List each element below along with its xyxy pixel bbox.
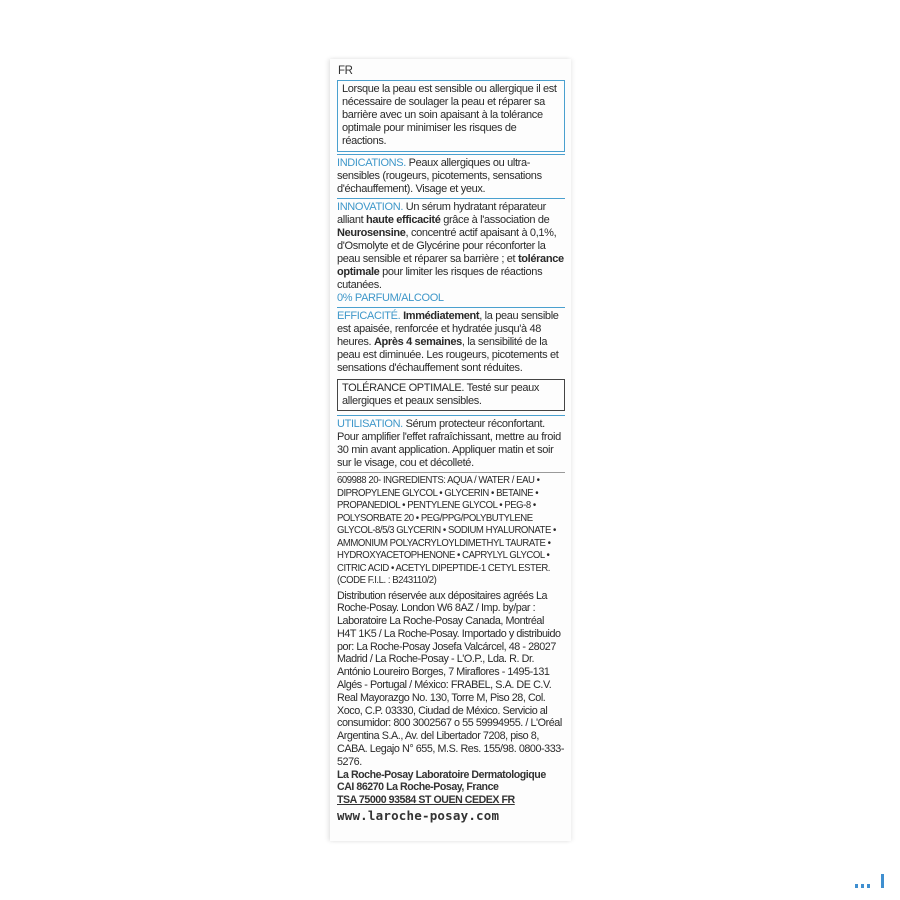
indications-text: Peaux allergiques ou ultra-sensibles (rougeurs, picotements, sensations d'échauffement). Visage et yeux. xyxy=(337,157,542,195)
innovation-section xyxy=(337,201,565,292)
efficacite-section xyxy=(337,310,565,375)
section-divider xyxy=(337,198,565,199)
innovation-bold-2: Neurosensine xyxy=(337,227,406,239)
address-line-2: CAI 86270 La Roche-Posay, France xyxy=(337,781,499,794)
website-url: www.laroche-posay.com xyxy=(337,808,500,824)
efficacite-bold-1: Immédiatement xyxy=(400,310,480,322)
efficacite-text-1: , la peau sensible est apaisée, renforcée et hydratée jusqu'à 48 heures. xyxy=(337,310,559,348)
tolerance-box xyxy=(337,379,565,411)
section-divider xyxy=(337,154,565,155)
innovation-bold-3: tolérance optimale xyxy=(337,253,564,278)
efficacite-heading: EFFICACITÉ. xyxy=(337,310,401,322)
address-line-3: TSA 75000 93584 ST OUEN CEDEX FR xyxy=(337,793,515,806)
indications-heading: INDICATIONS. xyxy=(337,157,406,169)
ingredients-list: 609988 20- INGREDIENTS: AQUA / WATER / EAU • DIPROPYLENE GLYCOL • GLYCERIN • BETAINE • PROPANEDIOL • PENTYLENE GLYCOL • PEG-8 • POLYSORBATE 20 • PEG/PPG/POLYBUTYLENE GLYCOL-8/5/3 GLYCERIN • SODIUM HYALURONATE • AMMONIUM POLYACRYLOYLDIMETHYL TAURATE • HYDROXYACETOPHENONE • CAPRYLYL GLYCOL • CITRIC ACID • ACETYL DIPEPTIDE-1 CETYL ESTER. (CODE F.I.L. : B243110/2) xyxy=(337,475,556,586)
tolerance-text: TOLÉRANCE OPTIMALE. Testé sur peaux allergiques et peaux sensibles. xyxy=(342,382,540,407)
utilisation-heading: UTILISATION. xyxy=(337,418,403,430)
utilisation-text: Sérum protecteur réconfortant. Pour amplifier l'effet rafraîchissant, mettre au froid 30 min avant application. Appliquer matin et soir sur le visage, cou et décolleté. xyxy=(337,418,561,469)
intro-box xyxy=(337,80,565,152)
utilisation-section xyxy=(337,418,565,470)
manufacturer-address xyxy=(337,769,565,807)
innovation-text-3: , concentré actif apaisant à 0,1%, d'Osmolyte et de Glycérine pour réconforter la peau sensible et réparer sa barrière ; et xyxy=(337,227,557,265)
efficacite-text-2: , la sensibilité de la peau est diminuée. Les rougeurs, picotements et sensations d'échauffement sont réduites. xyxy=(337,336,559,374)
innovation-heading: INNOVATION. xyxy=(337,201,404,213)
innovation-text-2: grâce à l'association de xyxy=(440,214,550,226)
section-divider xyxy=(337,415,565,416)
language-code: FR xyxy=(338,65,353,77)
section-divider xyxy=(337,472,565,473)
zero-perfume-claim: 0% PARFUM/ALCOOL xyxy=(337,292,444,304)
innovation-bold-1: haute efficacité xyxy=(366,214,441,226)
innovation-text-1: Un sérum hydratant réparateur alliant xyxy=(337,201,546,226)
distribution-info: Distribution réservée aux dépositaires agréés La Roche-Posay. London W6 8AZ / Imp. by/par : Laboratoire La Roche-Posay Canada, Montréal H4T 1K5 / La Roche-Posay. Importado y distribuido por: La Roche-Posay Josefa Valcárcel, 48 - 28027 Madrid / La Roche-Posay - L'O.P., Lda. R. Dr. António Loureiro Borges, 7 Miraflores - 1495-131 Algés - Portugal / México: FRABEL, S.A. DE C.V. Real Mayorazgo No. 130, Torre M, Piso 28, Col. Xoco, C.P. 03330, Ciudad de México. Servicio al consumidor: 800 3002567 o 55 59994955. / L'Oréal Argentina S.A., Av. del Libertador 7208, piso 8, CABA. Legajo N° 655, M.S. Res. 155/98. 0800-333-5276. xyxy=(337,589,564,768)
address-line-1: La Roche-Posay Laboratoire Dermatologique xyxy=(337,768,546,781)
corner-watermark-logo xyxy=(855,872,889,890)
label-text-column xyxy=(337,64,565,823)
indications-section xyxy=(337,157,565,196)
section-divider xyxy=(337,307,565,308)
efficacite-bold-2: Après 4 semaines xyxy=(373,336,462,348)
intro-text: Lorsque la peau est sensible ou allergique il est nécessaire de soulager la peau et réparer sa barrière avec un soin apaisant à la tolérance optimale pour minimiser les risques de réactions. xyxy=(342,83,557,147)
innovation-text-4: pour limiter les risques de réactions cutanées. xyxy=(337,266,543,291)
